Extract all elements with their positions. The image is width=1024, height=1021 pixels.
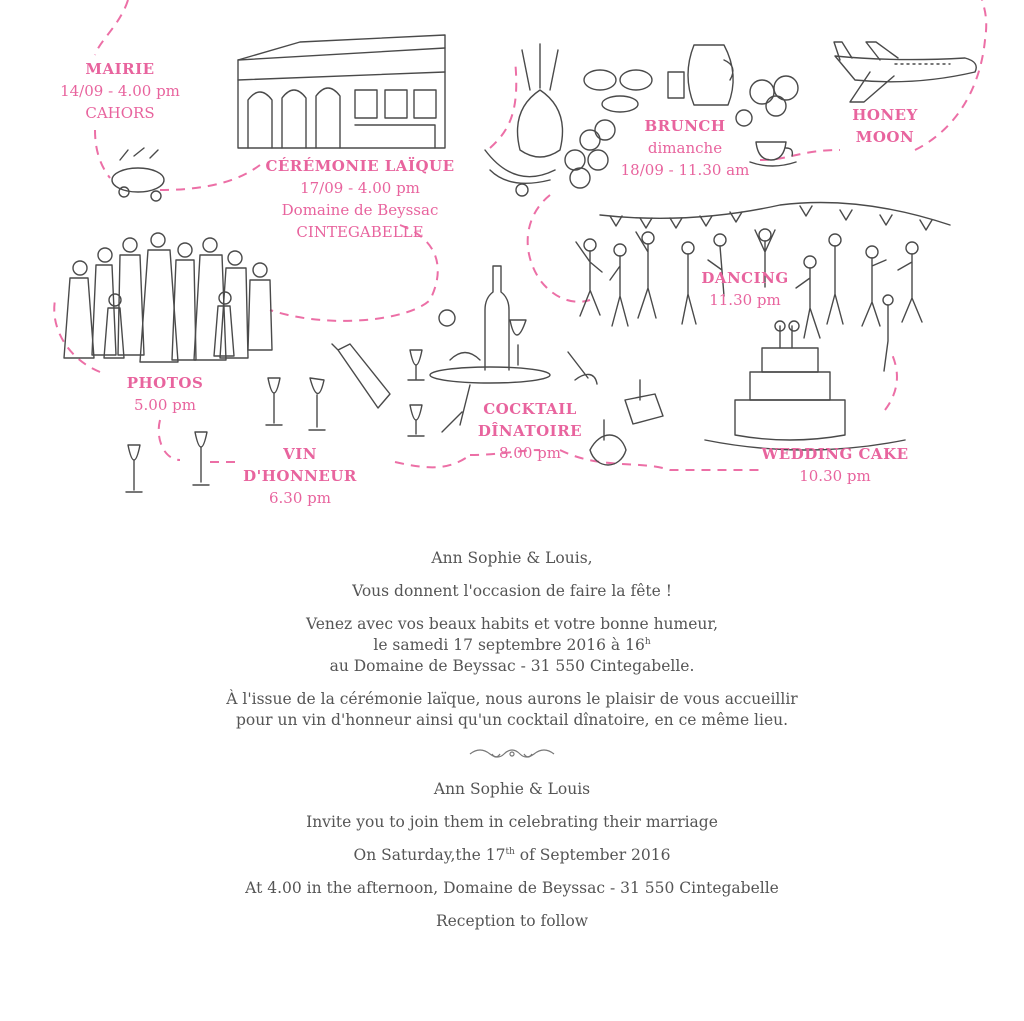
flourish-icon <box>462 743 562 765</box>
stop-place: CINTEGABELLE <box>296 223 424 241</box>
stop-title: DANCING <box>701 269 789 287</box>
french-p2-line-b: le samedi 17 septembre 2016 à 16 <box>373 636 645 654</box>
stop-date: 17/09 - 4.00 pm <box>300 179 420 197</box>
stop-time: 10.30 pm <box>799 467 871 485</box>
stop-brunch <box>610 115 760 181</box>
stop-title: BRUNCH <box>644 117 726 135</box>
stop-title: MAIRIE <box>85 60 155 78</box>
stop-vin-dhonneur <box>225 443 375 509</box>
stop-wedding-cake <box>755 443 915 487</box>
car-sketch <box>112 148 164 201</box>
stop-title: CÉRÉMONIE LAÏQUE <box>265 157 455 175</box>
stop-title-1: COCKTAIL <box>483 400 577 418</box>
stop-photos <box>110 372 220 416</box>
french-section <box>0 548 1024 731</box>
stop-time: 11.30 pm <box>709 291 781 309</box>
french-p2-line-a: Venez avec vos beaux habits et votre bonne humeur, <box>305 615 719 633</box>
stop-venue: Domaine de Beyssac <box>281 201 439 219</box>
stop-day: dimanche <box>647 139 723 157</box>
french-line-1: Vous donnent l'occasion de faire la fête ! <box>352 582 672 600</box>
french-names: Ann Sophie & Louis, <box>431 549 593 567</box>
english-date-post: of September 2016 <box>514 846 671 864</box>
guests-group-sketch <box>64 233 272 362</box>
english-section <box>0 779 1024 932</box>
stop-time: 5.00 pm <box>134 396 196 414</box>
stop-ceremonie <box>255 155 465 243</box>
english-names: Ann Sophie & Louis <box>433 780 591 798</box>
stop-place: CAHORS <box>85 104 155 122</box>
stop-title: PHOTOS <box>126 374 204 392</box>
english-line-3: At 4.00 in the afternoon, Domaine de Beyssac - 31 550 Cintegabelle <box>245 879 779 897</box>
stop-mairie <box>60 58 180 124</box>
english-line-1: Invite you to join them in celebrating their marriage <box>306 813 718 831</box>
airplane-sketch <box>834 42 976 102</box>
stop-dancing <box>690 267 800 311</box>
stop-title-2: DÎNATOIRE <box>477 422 583 440</box>
english-date <box>0 845 1024 866</box>
stop-date: 18/09 - 11.30 am <box>620 161 750 179</box>
stop-time: 6.30 pm <box>269 489 331 507</box>
invitation-text <box>0 548 1024 944</box>
stop-title: WEDDING CAKE <box>761 445 909 463</box>
stop-title-2: MOON <box>855 128 915 146</box>
stop-cocktail <box>470 398 590 464</box>
french-p3-line-b: pour un vin d'honneur ainsi qu'un cocktail dînatoire, en ce même lieu. <box>235 711 789 729</box>
stop-date: 14/09 - 4.00 pm <box>60 82 180 100</box>
french-p3-line-a: À l'issue de la cérémonie laïque, nous aurons le plaisir de vous accueillir <box>226 690 798 708</box>
english-line-4: Reception to follow <box>435 912 589 930</box>
stop-time: 8.00 pm <box>499 444 561 462</box>
english-date-pre: On Saturday,the 17 <box>353 846 506 864</box>
stop-honeymoon <box>835 104 935 148</box>
stop-title: VIN D'HONNEUR <box>243 445 357 485</box>
chateau-sketch <box>238 35 445 148</box>
french-paragraph-2 <box>0 614 1024 677</box>
french-p2-line-c: au Domaine de Beyssac - 31 550 Cintegabelle. <box>329 657 695 675</box>
french-paragraph-3 <box>0 689 1024 731</box>
stop-title-1: HONEY <box>852 106 918 124</box>
ornament-divider <box>0 743 1024 765</box>
english-date-sup: th <box>505 847 515 857</box>
french-p2-sup: h <box>644 637 651 647</box>
